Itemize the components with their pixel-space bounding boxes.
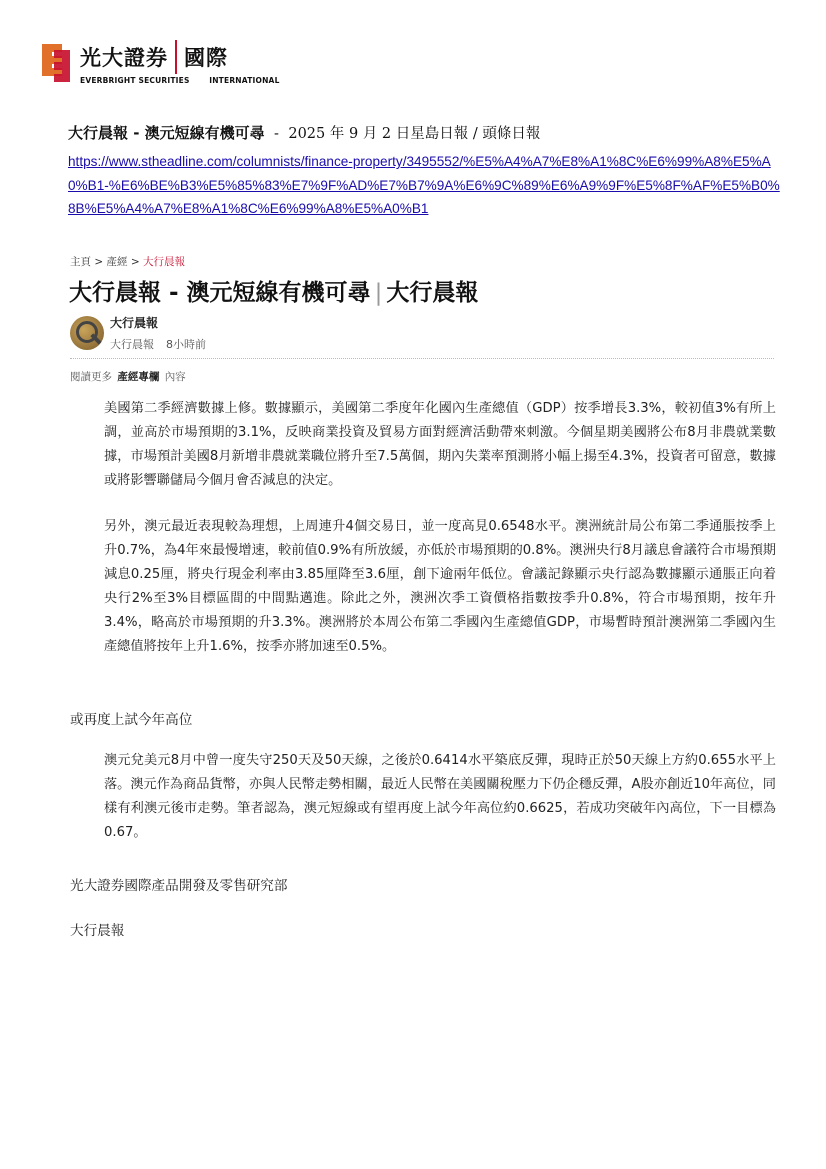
breadcrumb	[70, 254, 185, 269]
logo-en-left: EVERBRIGHT SECURITIES	[80, 76, 190, 85]
source-url-link[interactable]: https://www.stheadline.com/columnists/finance-property/3495552/%E5%A4%A7%E8%A1%8C%E6%99%A8%E5%A0%B1-%E6%BE%B3%E5%85%83%E7%9F%AD%E7%B7%9A%E6%9C%89%E6%A9%9F%E5%8F%AF%E5%B0%8B%E5%A4%A7%E8%A1%8C%E6%99%A8%E5%A0%B1	[68, 154, 780, 216]
read-more	[70, 369, 186, 384]
header-title: 大行晨報 - 澳元短線有機可尋	[68, 124, 265, 142]
logo-en-right: INTERNATIONAL	[209, 76, 280, 85]
signoff: 大行晨報	[70, 923, 125, 939]
logo-en	[80, 76, 280, 85]
paragraph-1	[70, 397, 776, 493]
header-dash: -	[269, 126, 284, 142]
author-source: 大行晨報	[110, 338, 154, 351]
paragraph-2-text: 另外，澳元最近表現較為理想，上周連升4個交易日，並一度高見0.6548水平。澳洲統計局公布第二季通脹按季上升0.7%，為4年來最慢增速，較前值0.9%有所放緩，亦低於市場預期的0.8%。澳洲央行8月議息會議符合市場預期減息0.25厘，將央行現金利率由3.85厘降至3.6厘，創下逾兩年低位。會議記錄顯示央行認為數據顯示通脹正向着央行2%至3%目標區間的中間點邁進。除此之外，澳洲次季工資價格指數按季升0.8%，符合市場預期，按年升3.4%，略高於市場預期的升3.3%。澳洲將於本周公布第二季國內生產總值GDP，市場暫時預計澳洲第二季國內生產總值將按年上升1.6%，按季亦將加速至0.5%。	[104, 519, 776, 654]
everbright-logo-icon	[40, 42, 72, 84]
breadcrumb-section[interactable]: 產經	[106, 256, 128, 268]
readmore-suffix: 內容	[164, 371, 186, 383]
article-title-main: 大行晨報 - 澳元短線有機可尋	[69, 280, 371, 306]
readmore-column-link[interactable]: 產經專欄	[117, 371, 160, 383]
author-time: 8小時前	[166, 338, 206, 351]
author-name[interactable]: 大行晨報	[110, 316, 159, 330]
readmore-prefix: 閱讀更多	[70, 371, 112, 383]
logo-cn-left: 光大證券	[80, 46, 168, 70]
logo-cn-right: 國際	[184, 46, 228, 70]
breadcrumb-sep-1: >	[91, 256, 107, 268]
breadcrumb-home[interactable]: 主頁	[70, 256, 91, 268]
subheading: 或再度上試今年高位	[70, 712, 193, 728]
header-date-source: 2025 年 9 月 2 日星島日報 / 頭條日報	[288, 126, 541, 142]
everbright-logo	[40, 40, 280, 85]
paragraph-1-text: 美國第二季經濟數據上修。數據顯示，美國第二季度年化國內生產總值（GDP）按季增長3.3%，較初值3%有所上調，並高於市場預期的3.1%，反映商業投資及貿易方面對經濟活動帶來刺激。今個星期美國將公布8月非農就業數據，市場預計美國8月新增非農就業職位將升至7.5萬個，期內失業率預測將小幅上揚至4.3%，投資者可留意，數據或將影響聯儲局今個月會否減息的決定。	[104, 401, 776, 488]
article-title-sep: |	[374, 280, 383, 306]
paragraph-3	[70, 749, 776, 845]
magnifier-avatar-icon[interactable]	[70, 316, 104, 350]
breadcrumb-sep-2: >	[127, 256, 143, 268]
paragraph-3-text: 澳元兌美元8月中曾一度失守250天及50天線，之後於0.6414水平築底反彈，現時正於50天線上方約0.655水平上落。澳元作為商品貨幣，亦與人民幣走勢相關，最近人民幣在美國關稅壓力下仍企穩反彈，A股亦創近10年高位，同樣有利澳元後市走勢。筆者認為，澳元短線或有望再度上試今年高位約0.6625，若成功突破年內高位，下一目標為0.67。	[104, 753, 776, 840]
dotted-divider	[70, 358, 774, 359]
paragraph-2	[70, 515, 776, 659]
logo-divider	[175, 40, 177, 74]
department-credit: 光大證券國際產品開發及零售研究部	[70, 878, 288, 894]
document-header	[68, 122, 540, 143]
breadcrumb-current[interactable]: 大行晨報	[142, 256, 185, 268]
author-block	[70, 314, 206, 352]
article-title-suffix: 大行晨報	[386, 280, 479, 306]
article-title	[69, 274, 478, 307]
